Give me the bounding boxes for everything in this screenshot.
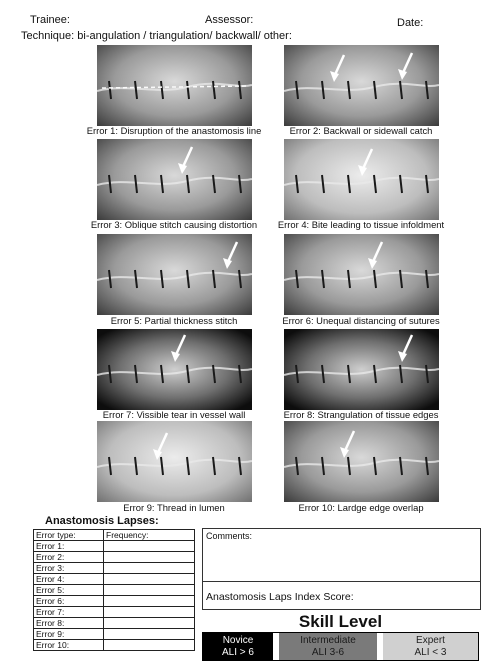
lapse-frequency-cell[interactable] <box>104 552 195 563</box>
lapse-row-10 <box>34 640 195 651</box>
lapse-error-label: Error 10: <box>34 640 104 651</box>
comments-label: Comments: <box>206 531 253 541</box>
lapse-error-label: Error 4: <box>34 574 104 585</box>
lapse-frequency-cell[interactable] <box>104 607 195 618</box>
skill-level-range: ALI < 3 <box>414 647 447 658</box>
skill-level-range: ALI > 6 <box>222 647 254 658</box>
col-error-type: Error type: <box>34 530 104 541</box>
lapse-error-label: Error 9: <box>34 629 104 640</box>
lapse-error-label: Error 8: <box>34 618 104 629</box>
col-frequency: Frequency: <box>104 530 195 541</box>
lapses-header-row <box>34 530 195 541</box>
lapse-error-label: Error 3: <box>34 563 104 574</box>
lapse-error-label: Error 1: <box>34 541 104 552</box>
error-9-photo <box>97 421 252 502</box>
lapse-row-7 <box>34 607 195 618</box>
lapse-row-6 <box>34 596 195 607</box>
comments-divider <box>203 581 480 582</box>
lapse-frequency-cell[interactable] <box>104 596 195 607</box>
lapse-row-5 <box>34 585 195 596</box>
error-6-photo <box>284 234 439 315</box>
lapse-frequency-cell[interactable] <box>104 574 195 585</box>
lapse-error-label: Error 7: <box>34 607 104 618</box>
error-8-caption: Error 8: Strangulation of tissue edges <box>283 409 439 420</box>
error-2-caption: Error 2: Backwall or sidewall catch <box>289 125 433 136</box>
comments-box[interactable] <box>202 528 481 610</box>
lapse-error-label: Error 5: <box>34 585 104 596</box>
error-1-photo <box>97 45 252 126</box>
lapse-row-3 <box>34 563 195 574</box>
error-2-photo <box>284 45 439 126</box>
lapse-frequency-cell[interactable] <box>104 541 195 552</box>
skill-level-novice <box>203 633 273 660</box>
lapse-frequency-cell[interactable] <box>104 618 195 629</box>
error-9-caption: Error 9: Thread in lumen <box>123 502 225 513</box>
error-3-photo <box>97 139 252 220</box>
lapse-frequency-cell[interactable] <box>104 640 195 651</box>
skill-level-bar <box>202 632 479 661</box>
skill-level-title: Skill Level <box>298 612 383 631</box>
skill-level-range: ALI 3-6 <box>311 647 345 658</box>
error-7-photo <box>97 329 252 410</box>
lapses-table <box>33 529 195 651</box>
skill-level-intermediate <box>273 633 383 660</box>
skill-level-name: Intermediate <box>300 635 356 646</box>
error-1-caption: Error 1: Disruption of the anastomosis line <box>86 125 262 136</box>
skill-level-expert <box>383 633 478 660</box>
lapse-row-9 <box>34 629 195 640</box>
error-4-caption: Error 4: Bite leading to tissue infoldment <box>277 219 445 230</box>
error-10-caption: Error 10: Lardge edge overlap <box>298 502 424 513</box>
skill-level-name: Novice <box>222 635 254 646</box>
error-5-caption: Error 5: Partial thickness stitch <box>110 315 238 326</box>
ali-score-label: Anastomosis Laps Index Score: <box>206 591 354 603</box>
lapse-row-1 <box>34 541 195 552</box>
lapse-error-label: Error 6: <box>34 596 104 607</box>
skill-level-name: Expert <box>416 635 445 646</box>
lapses-title: Anastomosis Lapses: <box>45 515 159 527</box>
error-4-photo <box>284 139 439 220</box>
error-5-photo <box>97 234 252 315</box>
technique-label: Technique: bi-angulation / triangulation/ backwall/ other: <box>21 30 292 42</box>
error-3-caption: Error 3: Oblique stitch causing distortion <box>90 219 258 230</box>
lapse-frequency-cell[interactable] <box>104 563 195 574</box>
trainee-label: Trainee: <box>30 14 70 26</box>
error-10-photo <box>284 421 439 502</box>
lapse-frequency-cell[interactable] <box>104 585 195 596</box>
assessor-label: Assessor: <box>205 14 254 26</box>
error-8-photo <box>284 329 439 410</box>
lapse-row-4 <box>34 574 195 585</box>
lapse-error-label: Error 2: <box>34 552 104 563</box>
lapse-row-2 <box>34 552 195 563</box>
lapse-row-8 <box>34 618 195 629</box>
lapse-frequency-cell[interactable] <box>104 629 195 640</box>
error-6-caption: Error 6: Unequal distancing of sutures <box>282 315 440 326</box>
error-7-caption: Error 7: Vissible tear in vessel wall <box>102 409 246 420</box>
date-label: Date: <box>397 17 424 29</box>
